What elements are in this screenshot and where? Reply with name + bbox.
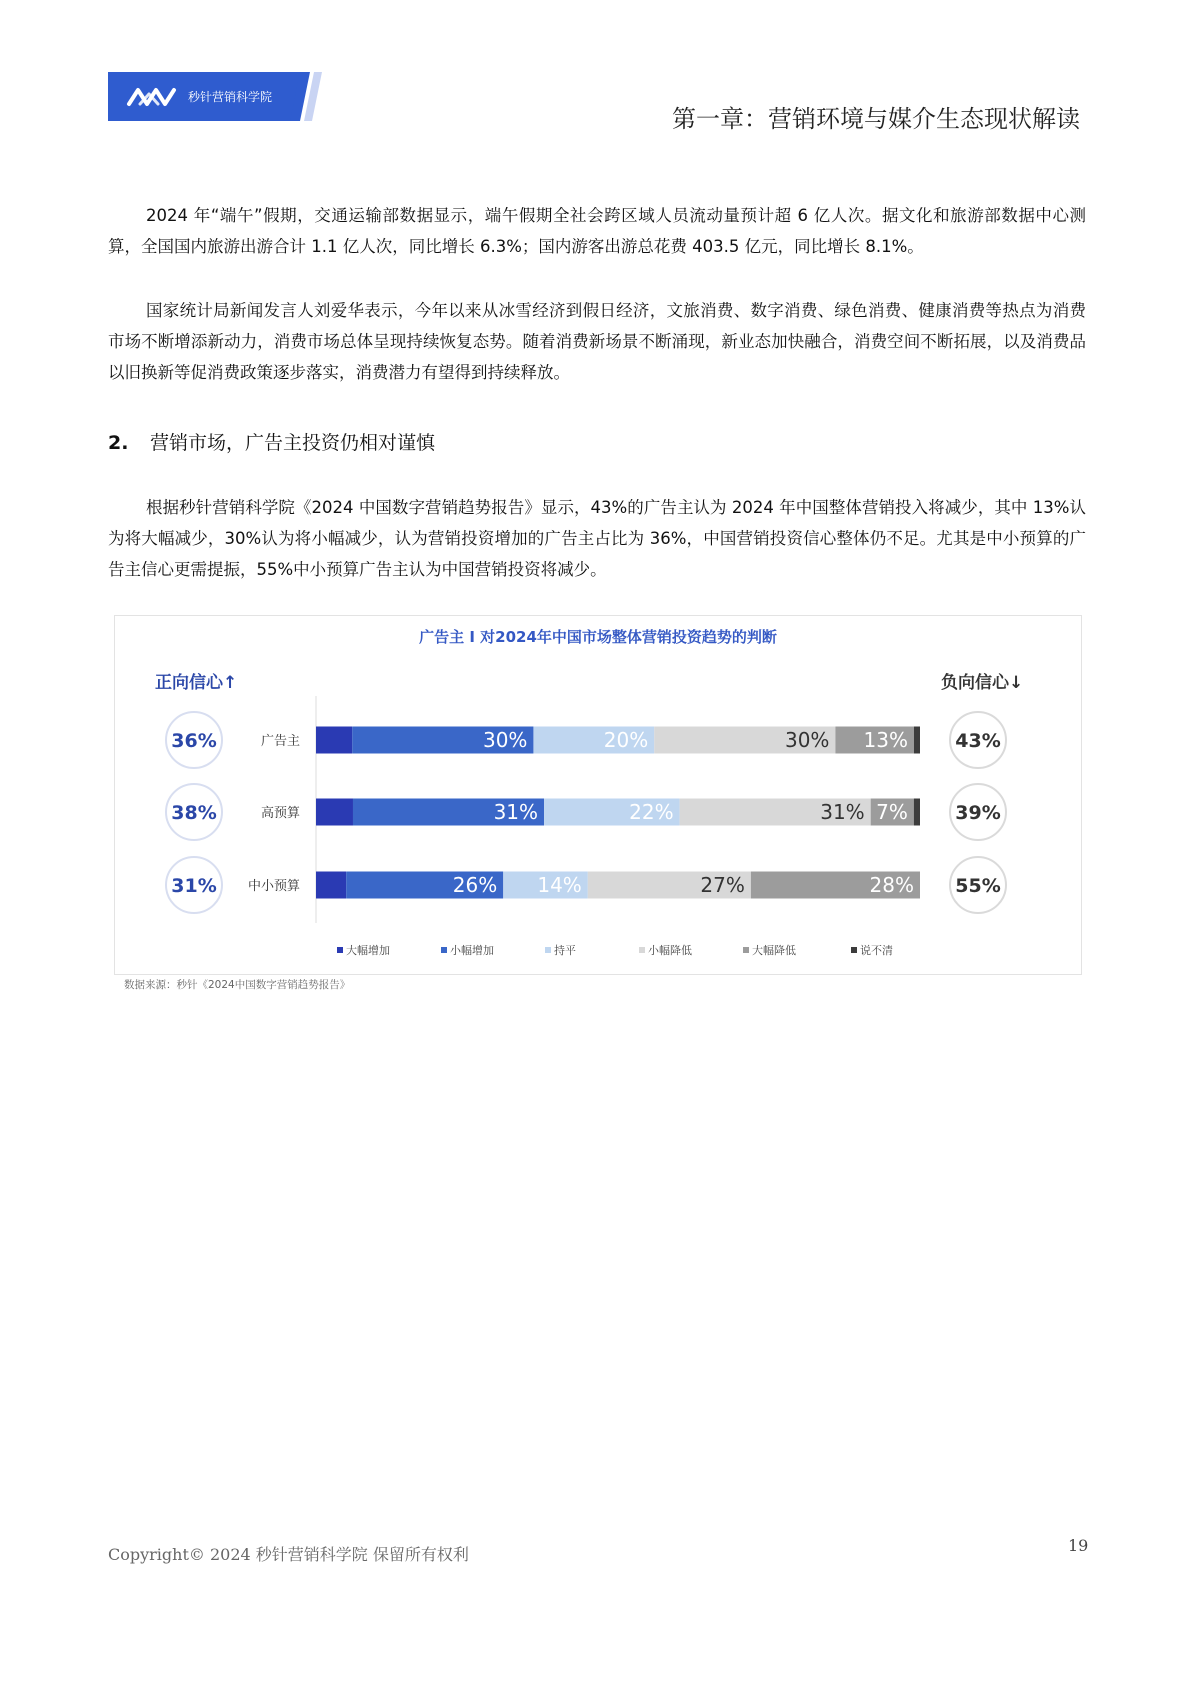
bar-value-label: 26% bbox=[452, 873, 498, 897]
bar-value-label: 20% bbox=[603, 728, 649, 752]
paragraph-investment: 根据秒针营销科学院《2024 中国数字营销趋势报告》显示，43%的广告主认为 2024 年中国整体营销投入将减少，其中 13%认为将大幅减少，30%认为将小幅减少，认为营销投资增加的广告主占比为 36%，中国营销投资信心整体仍不足。尤其是中小预算的广告主信心更需提振，55%中小预算广告主认为中国营销投资将减少。 bbox=[108, 498, 1086, 579]
positive-value: 38% bbox=[171, 802, 217, 824]
bar-value-label: 31% bbox=[820, 800, 865, 824]
page-number: 19 bbox=[1068, 1536, 1089, 1555]
footer-copyright: Copyright© 2024 秒针营销科学院 保留所有权利 bbox=[108, 1545, 469, 1564]
legend-label: 大幅增加 bbox=[346, 944, 390, 957]
category-label: 高预算 bbox=[260, 806, 300, 821]
bar-value-label: 7% bbox=[876, 800, 908, 824]
bar-segment bbox=[914, 799, 920, 826]
legend-label: 持平 bbox=[554, 944, 576, 957]
bar-segment bbox=[316, 727, 352, 754]
legend-swatch bbox=[743, 947, 749, 953]
legend-label: 小幅降低 bbox=[648, 944, 692, 957]
section-number: 2. bbox=[108, 432, 129, 454]
positive-confidence-label: 正向信心↑ bbox=[155, 673, 238, 693]
chapter-title: 第一章：营销环境与媒介生态现状解读 bbox=[672, 105, 1080, 133]
bar-value-label: 30% bbox=[482, 728, 528, 752]
investment-trend-chart bbox=[115, 616, 1081, 974]
negative-value: 39% bbox=[955, 802, 1001, 824]
bar-value-label: 13% bbox=[863, 728, 908, 752]
bar-value-label: 27% bbox=[700, 873, 745, 897]
negative-confidence-label: 负向信心↓ bbox=[941, 673, 1024, 693]
category-label: 中小预算 bbox=[247, 879, 300, 894]
bar-value-label: 28% bbox=[869, 873, 914, 897]
bar-segment bbox=[316, 872, 346, 899]
bar-value-label: 14% bbox=[537, 873, 582, 897]
paragraph-consumption: 国家统计局新闻发言人刘爱华表示，今年以来从冰雪经济到假日经济，文旅消费、数字消费、绿色消费、健康消费等热点为消费市场不断增添新动力，消费市场总体呈现持续恢复态势。随着消费新场景不断涌现，新业态加快融合，消费空间不断拓展，以及消费品以旧换新等促消费政策逐步落实，消费潜力有望得到持续释放。 bbox=[108, 301, 1086, 382]
negative-value: 43% bbox=[955, 730, 1001, 752]
legend-label: 说不清 bbox=[860, 944, 893, 957]
bar-value-label: 22% bbox=[629, 800, 674, 824]
chart-source: 数据来源：秒针《2024中国数字营销趋势报告》 bbox=[124, 979, 351, 991]
legend-swatch bbox=[851, 947, 857, 953]
bar-segment bbox=[316, 799, 353, 826]
legend-label: 小幅增加 bbox=[450, 944, 494, 957]
brand-banner bbox=[108, 72, 300, 121]
chart-frame bbox=[114, 615, 1082, 975]
legend-swatch bbox=[441, 947, 447, 953]
legend-swatch bbox=[545, 947, 551, 953]
brand-name: 秒针营销科学院 bbox=[188, 90, 273, 104]
section-heading bbox=[108, 428, 435, 455]
chart-title: 广告主 I 对2024年中国市场整体营销投资趋势的判断 bbox=[419, 628, 777, 646]
bar-segment bbox=[914, 727, 920, 754]
category-label: 广告主 bbox=[260, 734, 300, 749]
positive-value: 31% bbox=[171, 875, 217, 897]
paragraph-holiday: 2024 年“端午”假期，交通运输部数据显示，端午假期全社会跨区域人员流动量预计超 6 亿人次。据文化和旅游部数据中心测算，全国国内旅游出游合计 1.1 亿人次，同比增长 6.3%；国内游客出游总花费 403.5 亿元，同比增长 8.1%。 bbox=[108, 206, 1086, 256]
bar-value-label: 31% bbox=[493, 800, 539, 824]
section-title: 营销市场，广告主投资仍相对谨慎 bbox=[150, 432, 436, 454]
positive-value: 36% bbox=[171, 730, 217, 752]
negative-value: 55% bbox=[955, 875, 1001, 897]
legend-swatch bbox=[639, 947, 645, 953]
brand-stripes-decoration bbox=[290, 72, 330, 121]
bar-value-label: 30% bbox=[784, 728, 830, 752]
legend-swatch bbox=[337, 947, 343, 953]
brand-logo-icon bbox=[126, 82, 180, 110]
legend-label: 大幅降低 bbox=[752, 944, 796, 957]
